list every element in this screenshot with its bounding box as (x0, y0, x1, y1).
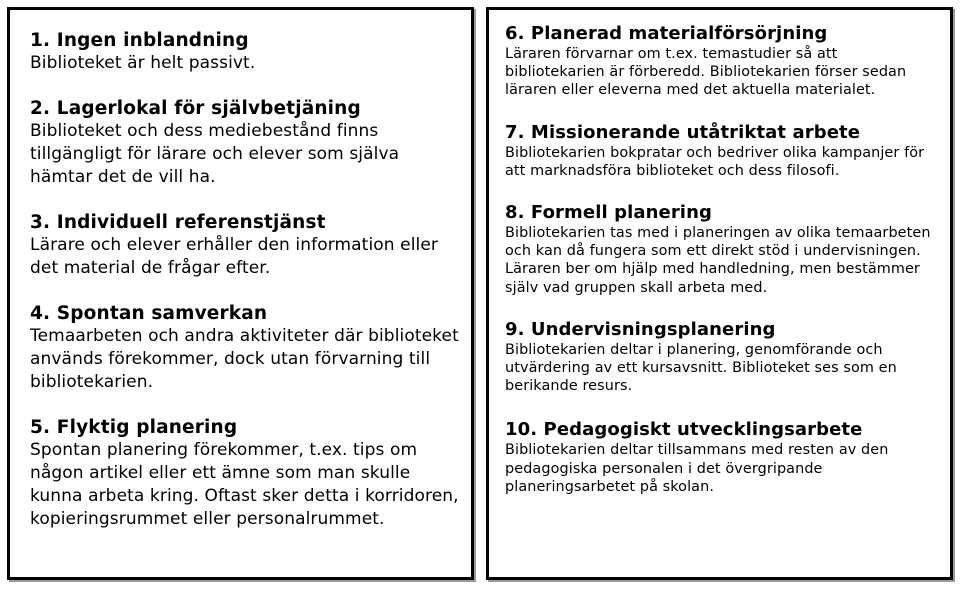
level-description: Spontan planering förekommer, t.ex. tips om någon artikel eller ett ämne som man skulle kunna arbeta kring. Oftast sker detta i korridoren, kopieringsrummet eller personalrummet. (30, 440, 459, 529)
level-description: Bibliotekarien tas med i planeringen av olika temaarbeten och kan då fungera som ett direkt stöd i undervisningen. Läraren ber om hjälp med handledning, men bestämmer själv vad gruppen skall arbeta med. (505, 225, 931, 296)
level-title: 5. Flyktig planering (30, 417, 238, 438)
level-description: Bibliotekarien bokpratar och bedriver olika kampanjer för att marknadsföra biblioteket och dess filosofi. (505, 144, 925, 179)
right-panel (486, 7, 953, 580)
left-panel (7, 7, 474, 580)
level-title: 4. Spontan samverkan (30, 303, 268, 324)
level-title: 1. Ingen inblandning (30, 30, 249, 51)
level-description: Biblioteket och dess mediebestånd finns tillgängligt för lärare och elever som själva hämtar det de vill ha. (30, 121, 400, 187)
level-description: Temaarbeten och andra aktiviteter där biblioteket används förekommer, dock utan förvarning till bibliotekarien. (30, 326, 459, 392)
level-description: Läraren förvarnar om t.ex. temastudier så att bibliotekarien är förberedd. Bibliotekarien förser sedan läraren eller eleverna med det aktuella materialet. (505, 46, 907, 99)
level-title: 10. Pedagogiskt utvecklingsarbete (505, 419, 863, 441)
level-description: Biblioteket är helt passivt. (30, 53, 256, 73)
level-item-8 (505, 202, 940, 297)
level-description: Bibliotekarien deltar tillsammans med resten av den pedagogiska personalen i det övergripande planeringsarbetet på skolan. (505, 442, 889, 495)
level-item-2 (30, 97, 459, 189)
level-description: Lärare och elever erhåller den information eller det material de frågar efter. (30, 235, 438, 278)
level-title: 2. Lagerlokal för självbetjäning (30, 98, 361, 119)
level-item-5 (30, 416, 459, 531)
level-item-1 (30, 29, 459, 75)
level-title: 3. Individuell referenstjänst (30, 212, 326, 233)
level-item-7 (505, 122, 940, 180)
level-title: 9. Undervisningsplanering (505, 318, 776, 340)
level-item-9 (505, 319, 940, 396)
level-item-6 (505, 23, 940, 100)
level-item-4 (30, 302, 459, 394)
level-item-3 (30, 211, 459, 280)
level-title: 6. Planerad materialförsörjning (505, 23, 828, 44)
level-description: Bibliotekarien deltar i planering, genomförande och utvärdering av ett kursavsnitt. Biblioteket ses som en berikande resurs. (505, 341, 897, 395)
level-title: 8. Formell planering (505, 202, 712, 224)
level-item-10 (505, 419, 940, 496)
level-title: 7. Missionerande utåtriktat arbete (505, 121, 861, 143)
